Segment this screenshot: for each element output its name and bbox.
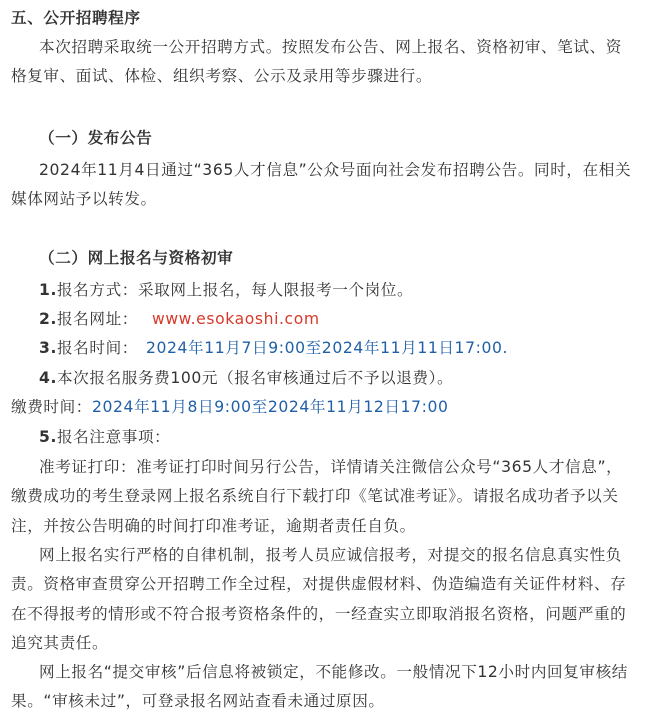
payment-time-value: 2024年11月8日9:00至2024年11月12日17:00	[91, 398, 449, 416]
item-1-number: 1.	[39, 281, 57, 299]
payment-time	[11, 394, 449, 420]
item-4-number: 4.	[39, 369, 57, 387]
item-2-label: 报名网址：	[56, 310, 138, 328]
payment-time-label: 缴费时间：	[11, 398, 92, 416]
registration-url-link[interactable]: www.esokaoshi.com	[151, 310, 320, 328]
notes-p1-line-3: 注，并按公告明确的时间打印准考证，逾期者责任自负。	[11, 517, 416, 535]
item-3-label: 报名时间：	[56, 339, 138, 357]
item-1-text: 报名方式：采取网上报名，每人限报考一个岗位。	[56, 281, 414, 299]
notes-p3-line-2: 果。“审核未过”，可登录报名网站查看未通过原因。	[11, 692, 385, 710]
section-title: 五、公开招聘程序	[11, 9, 141, 27]
notes-p2-line-4: 追究其责任。	[11, 634, 109, 652]
notes-p2-line-3: 在不得报考的情形或不符合报考资格条件的，一经查实立即取消报名资格，问题严重的	[11, 605, 627, 623]
item-3-number: 3.	[39, 339, 57, 357]
notes-p1-line-1: 准考证打印：准考证打印时间另行公告，详情请关注微信公众号“365人才信息”，	[39, 458, 623, 476]
notes-p2-line-2: 责。资格审查贯穿公开招聘工作全过程，对提供虚假材料、伪造编造有关证件材料、存	[11, 575, 627, 593]
item-5	[39, 424, 170, 450]
part1-paragraph-line-1: 2024年11月4日通过“365人才信息”公众号面向社会发布招聘公告。同时，在相关	[39, 161, 632, 179]
registration-time-value: 2024年11月7日9:00至2024年11月11日17:00.	[145, 339, 509, 357]
notes-p3-line-1: 网上报名“提交审核”后信息将被锁定，不能修改。一般情况下12小时内回复审核结	[39, 663, 628, 681]
part1-heading: （一）发布公告	[39, 129, 153, 147]
notes-p1-line-2: 缴费成功的考生登录网上报名系统自行下载打印《笔试准考证》。请报名成功者予以关	[11, 487, 619, 505]
item-1	[39, 277, 413, 303]
item-5-text: 报名注意事项：	[56, 428, 171, 446]
notes-p2-line-1: 网上报名实行严格的自律机制，报考人员应诚信报考，对提交的报名信息真实性负	[39, 546, 622, 564]
intro-paragraph-line-2: 格复审、面试、体检、组织考察、公示及录用等步骤进行。	[11, 67, 433, 85]
item-5-number: 5.	[39, 428, 57, 446]
item-4	[39, 365, 453, 391]
item-3	[39, 335, 508, 361]
intro-paragraph-line-1: 本次招聘采取统一公开招聘方式。按照发布公告、网上报名、资格初审、笔试、资	[39, 38, 622, 56]
part1-paragraph-line-2: 媒体网站予以转发。	[11, 190, 157, 208]
part2-heading: （二）网上报名与资格初审	[39, 249, 234, 267]
item-2	[39, 306, 320, 332]
item-2-number: 2.	[39, 310, 57, 328]
item-4-text: 本次报名服务费100元（报名审核通过后不予以退费）。	[56, 369, 454, 387]
